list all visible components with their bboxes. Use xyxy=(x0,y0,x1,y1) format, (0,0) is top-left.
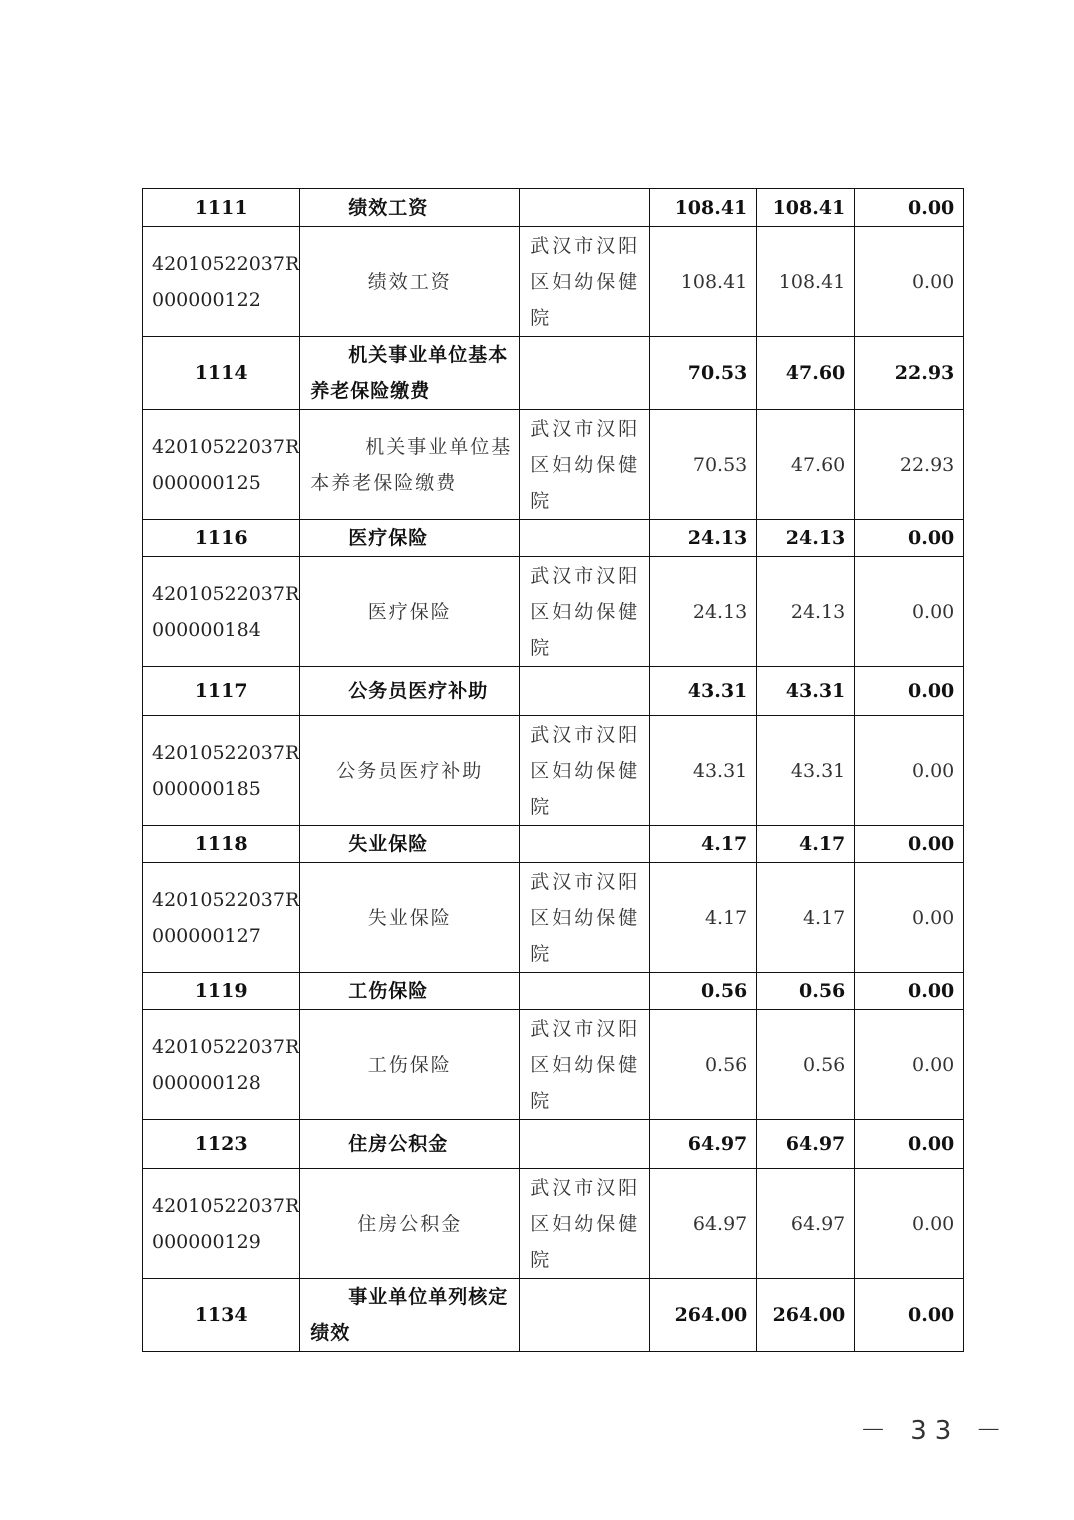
table-row-category xyxy=(143,337,964,410)
category-name: 失业保险 xyxy=(300,826,520,863)
category-name: 住房公积金 xyxy=(300,1120,520,1169)
item-code xyxy=(143,716,300,826)
category-code: 1111 xyxy=(143,189,300,227)
value-total: 0.56 xyxy=(650,1010,757,1120)
unit-name: 武汉市汉阳区妇幼保健院 xyxy=(520,1169,650,1279)
value-project: 0.00 xyxy=(855,557,964,667)
value-total: 264.00 xyxy=(650,1279,757,1352)
item-code xyxy=(143,1010,300,1120)
value-project: 0.00 xyxy=(855,1169,964,1279)
unit-name: 武汉市汉阳区妇幼保健院 xyxy=(520,227,650,337)
category-name: 工伤保险 xyxy=(300,973,520,1010)
item-code-part2: 000000125 xyxy=(152,471,261,494)
page-number: － 33 － xyxy=(860,1416,1010,1446)
table-row-detail xyxy=(143,716,964,826)
value-basic: 0.56 xyxy=(757,973,855,1010)
table-row-category xyxy=(143,1120,964,1169)
value-project: 0.00 xyxy=(855,667,964,716)
item-code-part1: 42010522037R xyxy=(152,435,300,458)
value-project: 0.00 xyxy=(855,826,964,863)
item-name: 医疗保险 xyxy=(300,557,520,667)
value-basic: 47.60 xyxy=(757,410,855,520)
item-code-part1: 42010522037R xyxy=(152,1035,300,1058)
item-name: 绩效工资 xyxy=(300,227,520,337)
item-code xyxy=(143,1169,300,1279)
value-basic: 0.56 xyxy=(757,1010,855,1120)
unit-name: 武汉市汉阳区妇幼保健院 xyxy=(520,557,650,667)
value-project: 0.00 xyxy=(855,1010,964,1120)
value-project: 0.00 xyxy=(855,1279,964,1352)
unit-name xyxy=(520,1120,650,1169)
table-row-category xyxy=(143,973,964,1010)
value-basic: 43.31 xyxy=(757,716,855,826)
budget-table xyxy=(142,188,964,1352)
item-code-part1: 42010522037R xyxy=(152,252,300,275)
category-code: 1134 xyxy=(143,1279,300,1352)
value-basic: 108.41 xyxy=(757,189,855,227)
value-project: 0.00 xyxy=(855,863,964,973)
item-code-part2: 000000128 xyxy=(152,1071,261,1094)
item-code-part1: 42010522037R xyxy=(152,1194,300,1217)
value-project: 0.00 xyxy=(855,189,964,227)
table-row-category xyxy=(143,1279,964,1352)
category-name: 绩效工资 xyxy=(300,189,520,227)
category-name: 医疗保险 xyxy=(300,520,520,557)
category-name: 公务员医疗补助 xyxy=(300,667,520,716)
value-total: 70.53 xyxy=(650,337,757,410)
unit-name xyxy=(520,337,650,410)
value-total: 43.31 xyxy=(650,716,757,826)
value-project: 0.00 xyxy=(855,520,964,557)
item-code-part2: 000000185 xyxy=(152,777,261,800)
value-total: 64.97 xyxy=(650,1169,757,1279)
table-row-detail xyxy=(143,410,964,520)
category-name: 事业单位单列核定绩效 xyxy=(300,1279,520,1352)
table-row-category xyxy=(143,189,964,227)
value-basic: 43.31 xyxy=(757,667,855,716)
table-row-detail xyxy=(143,1169,964,1279)
table-row-category xyxy=(143,826,964,863)
value-basic: 264.00 xyxy=(757,1279,855,1352)
value-basic: 64.97 xyxy=(757,1120,855,1169)
unit-name xyxy=(520,189,650,227)
item-code-part2: 000000129 xyxy=(152,1230,261,1253)
value-project: 0.00 xyxy=(855,227,964,337)
item-code xyxy=(143,863,300,973)
budget-table-body xyxy=(143,189,964,1352)
item-code-part1: 42010522037R xyxy=(152,582,300,605)
value-total: 108.41 xyxy=(650,227,757,337)
table-row-category xyxy=(143,667,964,716)
value-total: 64.97 xyxy=(650,1120,757,1169)
value-total: 43.31 xyxy=(650,667,757,716)
unit-name xyxy=(520,973,650,1010)
value-total: 0.56 xyxy=(650,973,757,1010)
unit-name: 武汉市汉阳区妇幼保健院 xyxy=(520,410,650,520)
value-basic: 4.17 xyxy=(757,826,855,863)
unit-name xyxy=(520,520,650,557)
unit-name xyxy=(520,826,650,863)
item-code xyxy=(143,557,300,667)
item-name: 公务员医疗补助 xyxy=(300,716,520,826)
table-row-detail xyxy=(143,227,964,337)
unit-name: 武汉市汉阳区妇幼保健院 xyxy=(520,1010,650,1120)
value-basic: 108.41 xyxy=(757,227,855,337)
item-name: 失业保险 xyxy=(300,863,520,973)
item-name: 工伤保险 xyxy=(300,1010,520,1120)
item-code xyxy=(143,410,300,520)
category-code: 1117 xyxy=(143,667,300,716)
unit-name: 武汉市汉阳区妇幼保健院 xyxy=(520,863,650,973)
value-total: 108.41 xyxy=(650,189,757,227)
unit-name xyxy=(520,1279,650,1352)
item-code-part1: 42010522037R xyxy=(152,741,300,764)
category-name: 机关事业单位基本养老保险缴费 xyxy=(300,337,520,410)
value-basic: 64.97 xyxy=(757,1169,855,1279)
value-project: 0.00 xyxy=(855,716,964,826)
table-row-detail xyxy=(143,863,964,973)
table-row-detail xyxy=(143,1010,964,1120)
table-row-category xyxy=(143,520,964,557)
unit-name xyxy=(520,667,650,716)
value-basic: 4.17 xyxy=(757,863,855,973)
item-code-part2: 000000184 xyxy=(152,618,261,641)
value-basic: 47.60 xyxy=(757,337,855,410)
item-name: 机关事业单位基本养老保险缴费 xyxy=(300,410,520,520)
value-total: 24.13 xyxy=(650,520,757,557)
value-total: 4.17 xyxy=(650,826,757,863)
item-code-part1: 42010522037R xyxy=(152,888,300,911)
category-code: 1118 xyxy=(143,826,300,863)
category-code: 1119 xyxy=(143,973,300,1010)
value-project: 0.00 xyxy=(855,1120,964,1169)
item-name: 住房公积金 xyxy=(300,1169,520,1279)
value-total: 4.17 xyxy=(650,863,757,973)
item-code-part2: 000000122 xyxy=(152,288,261,311)
category-code: 1114 xyxy=(143,337,300,410)
category-code: 1123 xyxy=(143,1120,300,1169)
value-basic: 24.13 xyxy=(757,520,855,557)
value-total: 24.13 xyxy=(650,557,757,667)
item-code xyxy=(143,227,300,337)
value-project: 22.93 xyxy=(855,410,964,520)
item-code-part2: 000000127 xyxy=(152,924,261,947)
value-basic: 24.13 xyxy=(757,557,855,667)
unit-name: 武汉市汉阳区妇幼保健院 xyxy=(520,716,650,826)
value-project: 0.00 xyxy=(855,973,964,1010)
category-code: 1116 xyxy=(143,520,300,557)
value-project: 22.93 xyxy=(855,337,964,410)
table-row-detail xyxy=(143,557,964,667)
value-total: 70.53 xyxy=(650,410,757,520)
